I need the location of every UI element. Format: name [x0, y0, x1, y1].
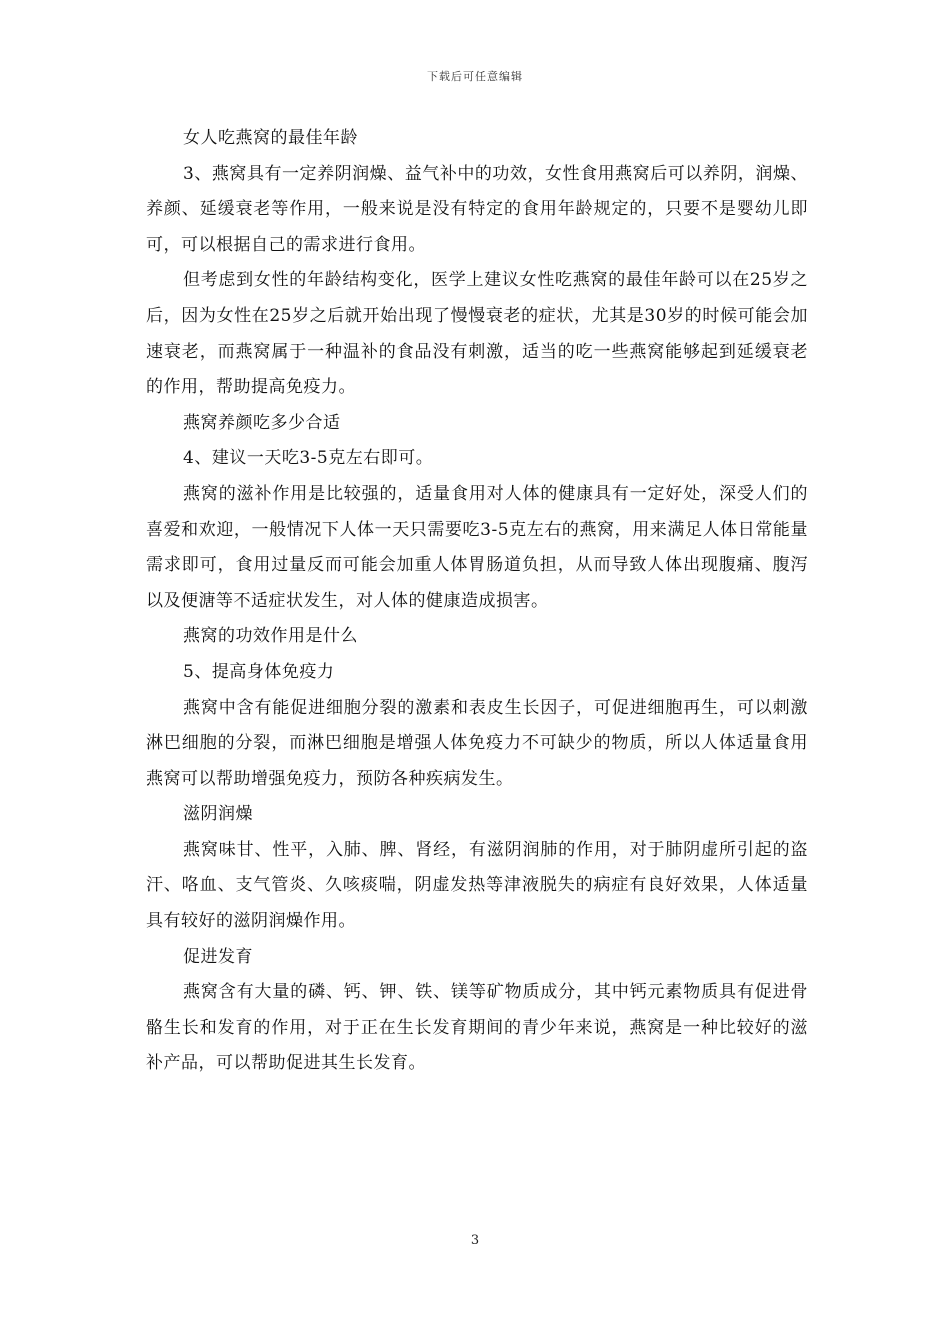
heading-how-much: 燕窝养颜吃多少合适 [183, 412, 341, 433]
page-header: 下载后可任意编辑 [427, 70, 523, 83]
paragraph: 5、提高身体免疫力 [183, 661, 335, 682]
heading-nourish-yin: 滋阴润燥 [183, 804, 253, 825]
paragraph: 但考虑到女性的年龄结构变化，医学上建议女性吃燕窝的最佳年龄可以在25岁之后，因为女性在25岁之后就开始出现了慢慢衰老的症状，尤其是30岁的时候可能会加速衰老，而燕窝属于一种温补的食品没有刺激，适当的吃一些燕窝能够起到延缓衰老的作用，帮助提高免疫力。 [146, 270, 808, 398]
page-number: 3 [470, 1233, 480, 1248]
paragraph: 燕窝含有大量的磷、钙、钾、铁、镁等矿物质成分，其中钙元素物质具有促进骨骼生长和发育的作用，对于正在生长发育期间的青少年来说，燕窝是一种比较好的滋补产品，可以帮助促进其生长发育。 [146, 982, 808, 1074]
paragraph: 3、燕窝具有一定养阴润燥、益气补中的功效，女性食用燕窝后可以养阴，润燥、养颜、延缓衰老等作用，一般来说是没有特定的食用年龄规定的，只要不是婴幼儿即可，可以根据自己的需求进行食用。 [146, 163, 808, 255]
paragraph: 燕窝味甘、性平，入肺、脾、肾经，有滋阴润肺的作用，对于肺阴虚所引起的盗汗、咯血、支气管炎、久咳痰喘，阴虚发热等津液脱失的病症有良好效果，人体适量具有较好的滋阴润燥作用。 [146, 839, 808, 932]
paragraph: 4、建议一天吃3-5克左右即可。 [183, 448, 434, 469]
paragraph: 燕窝的滋补作用是比较强的，适量食用对人体的健康具有一定好处，深受人们的喜爱和欢迎，一般情况下人体一天只需要吃3-5克左右的燕窝，用来满足人体日常能量需求即可，食用过量反而可能会加重人体胃肠道负担，从而导致人体出现腹痛、腹泻以及便溏等不适症状发生，对人体的健康造成损害。 [146, 483, 808, 611]
heading-promote-growth: 促进发育 [183, 946, 253, 967]
heading-benefits: 燕窝的功效作用是什么 [183, 626, 358, 647]
document-body [146, 121, 808, 1082]
paragraph: 燕窝中含有能促进细胞分裂的激素和表皮生长因子，可促进细胞再生，可以刺激淋巴细胞的分裂，而淋巴细胞是增强人体免疫力不可缺少的物质，所以人体适量食用燕窝可以帮助增强免疫力，预防各种疾病发生。 [146, 697, 808, 789]
heading-best-age: 女人吃燕窝的最佳年龄 [183, 128, 358, 148]
